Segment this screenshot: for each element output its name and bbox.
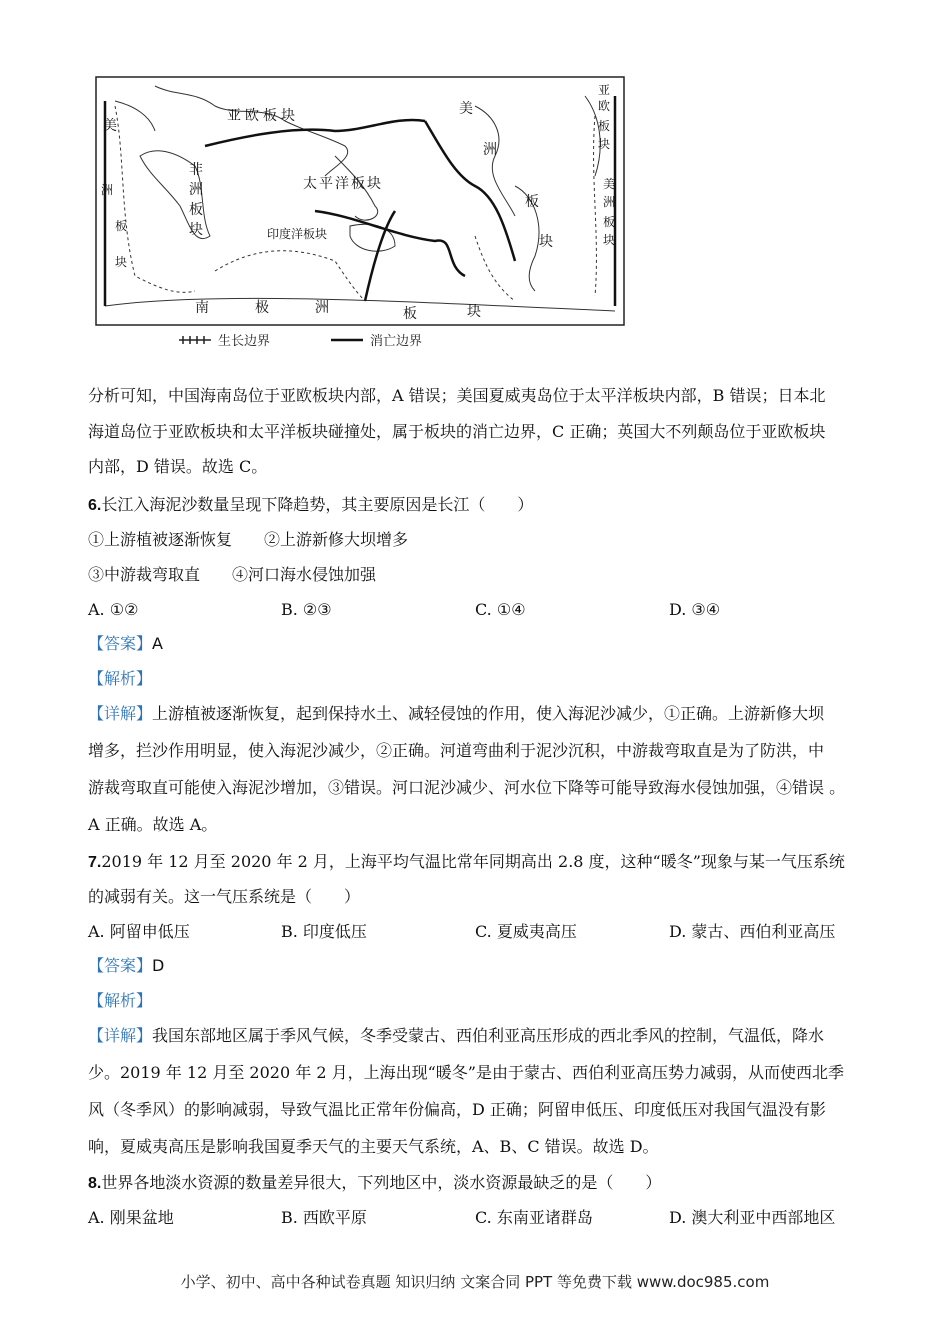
q7-detail-line-2: 少。2019 年 12 月至 2020 年 2 月，上海出现“暖冬”是由于蒙古、西伯利亚高压势力减弱，从而使西北季 — [88, 1063, 844, 1082]
q7-detail-line-1 — [88, 1026, 824, 1046]
q7-option-a: A. 阿留申低压 — [88, 922, 190, 941]
q6-detail-line-2: 增多，拦沙作用明显，使入海泥沙减少，②正确。河道弯曲利于泥沙沉积，中游裁弯取直是为了防洪，中 — [88, 741, 825, 760]
right-col-2: 欧 — [598, 99, 611, 113]
q5-analysis-line-2: 海道岛位于亚欧板块和太平洋板块碰撞处，属于板块的消亡边界，C 正确；英国大不列颠岛位于亚欧板块 — [88, 422, 826, 441]
q6-detail-line-1 — [88, 704, 824, 724]
left-col-2: 板 — [115, 219, 128, 233]
map-legend — [178, 330, 482, 349]
antarctic-label-1: 南 — [195, 300, 209, 316]
left-col-3: 块 — [115, 255, 128, 269]
q6-detail-tag: 【详解】 — [88, 704, 153, 723]
q7-answer — [88, 956, 164, 976]
world-plates-map-svg — [95, 76, 625, 326]
q7-detail-line-4: 响，夏威夷高压是影响我国夏季天气的主要天气系统，A、B、C 错误。故选 D。 — [88, 1137, 659, 1156]
page-footer: 小学、初中、高中各种试卷真题 知识归纳 文案合同 PPT 等免费下载 www.doc985.com — [180, 1273, 770, 1291]
right-col-4: 块 — [598, 137, 611, 151]
q5-analysis-line-1: 分析可知，中国海南岛位于亚欧板块内部，A 错误；美国夏威夷岛位于太平洋板块内部，B 错误；日本北 — [88, 386, 826, 405]
legend-trench-label: 消亡边界 — [370, 334, 423, 349]
q6-option-c: C. ①④ — [475, 600, 526, 619]
q6-detail-line-4: A 正确。故选 A。 — [88, 815, 218, 834]
q8-stem — [88, 1173, 661, 1194]
q6-items-line-2: ③中游裁弯取直 ④河口海水侵蚀加强 — [88, 565, 377, 584]
q7-answer-value: D — [152, 956, 165, 975]
right-col2-3: 板 — [603, 215, 616, 229]
q6-answer-tag: 【答案】 — [88, 634, 153, 653]
legend-ridge-label: 生长边界 — [218, 334, 271, 349]
q6-stem-text: 长江入海泥沙数量呈现下降趋势，其主要原因是长江（ ） — [101, 495, 534, 514]
right-col2-2: 洲 — [603, 195, 616, 209]
q6-number: 6. — [88, 497, 102, 514]
indian-plate-label: 印度洋板块 — [267, 227, 328, 241]
left-col-1: 洲 — [101, 183, 114, 197]
q6-option-d: D. ③④ — [669, 600, 721, 619]
q7-stem-line-2: 的减弱有关。这一气压系统是（ ） — [88, 887, 361, 906]
trench-line-icon — [330, 334, 364, 346]
america-label-top: 美 — [459, 101, 473, 117]
q7-stem-text-1: 2019 年 12 月至 2020 年 2 月，上海平均气温比常年同期高出 2.8 度，这种“暖冬”现象与某一气压系统 — [101, 852, 845, 871]
q7-number: 7. — [88, 854, 102, 871]
q6-detail-text-1: 上游植被逐渐恢复，起到保持水土、减轻侵蚀的作用，使入海泥沙减少，①正确。上游新修大坝 — [152, 704, 825, 723]
sa-ban-label: 板 — [525, 194, 539, 210]
q7-detail-text-1: 我国东部地区属于季风气候，冬季受蒙古、西伯利亚高压形成的西北季风的控制，气温低，降水 — [152, 1026, 825, 1045]
q7-option-d: D. 蒙古、西伯利亚高压 — [669, 922, 836, 941]
q7-analysis-tag: 【解析】 — [88, 991, 153, 1010]
legend-ridge — [178, 330, 270, 349]
q7-option-b: B. 印度低压 — [281, 922, 367, 941]
q7-option-c: C. 夏威夷高压 — [475, 922, 577, 941]
antarctic-label-2: 极 — [255, 300, 269, 316]
q6-analysis-tag: 【解析】 — [88, 669, 153, 688]
q8-stem-text: 世界各地淡水资源的数量差异很大，下列地区中，淡水资源最缺乏的是（ ） — [101, 1173, 662, 1192]
q8-number: 8. — [88, 1175, 102, 1192]
q7-detail-line-3: 风（冬季风）的影响减弱，导致气温比正常年份偏高，D 正确；阿留申低压、印度低压对我国气温没有影 — [88, 1100, 826, 1119]
q6-option-b: B. ②③ — [281, 600, 332, 619]
america-label-left: 美 — [103, 118, 117, 134]
eurasian-plate-label: 亚欧板块 — [227, 108, 299, 124]
right-col-3: 板 — [598, 119, 611, 133]
q7-detail-tag: 【详解】 — [88, 1026, 153, 1045]
african-label-2: 洲 — [189, 182, 203, 198]
q8-option-c: C. 东南亚诸群岛 — [475, 1208, 593, 1227]
right-col2-1: 美 — [603, 177, 616, 191]
antarctic-ban-label: 板 — [403, 306, 417, 322]
q8-option-d: D. 澳大利亚中西部地区 — [669, 1208, 836, 1227]
q8-option-a: A. 刚果盆地 — [88, 1208, 174, 1227]
sa-kuai-label: 块 — [539, 234, 553, 250]
legend-trench — [330, 330, 422, 349]
q6-items-line-1: ①上游植被逐渐恢复 ②上游新修大坝增多 — [88, 530, 409, 549]
african-label-3: 板 — [189, 202, 203, 218]
q6-answer-value: A — [152, 634, 163, 653]
antarctic-kuai-label: 块 — [467, 304, 481, 320]
q7-stem-line-1 — [88, 852, 845, 873]
q7-answer-tag: 【答案】 — [88, 956, 153, 975]
ridge-symbol-icon — [178, 334, 212, 346]
q6-detail-line-3: 游裁弯取直可能使入海泥沙增加，③错误。河口泥沙减少、河水位下降等可能导致海水侵蚀加强，④错误 。 — [88, 778, 846, 797]
q6-option-a: A. ①② — [88, 600, 139, 619]
america-zhou-label: 洲 — [483, 142, 497, 158]
q8-option-b: B. 西欧平原 — [281, 1208, 367, 1227]
q6-answer — [88, 634, 163, 654]
african-label-4: 块 — [189, 222, 203, 238]
q5-analysis-line-3: 内部，D 错误。故选 C。 — [88, 457, 268, 476]
pacific-plate-label: 太平洋板块 — [303, 176, 383, 192]
antarctic-label-3: 洲 — [315, 300, 329, 316]
african-label-1: 非 — [189, 162, 203, 178]
right-col2-4: 块 — [603, 233, 616, 247]
q6-stem — [88, 495, 533, 516]
plate-tectonics-map — [95, 76, 625, 326]
right-col-1: 亚 — [598, 83, 611, 97]
